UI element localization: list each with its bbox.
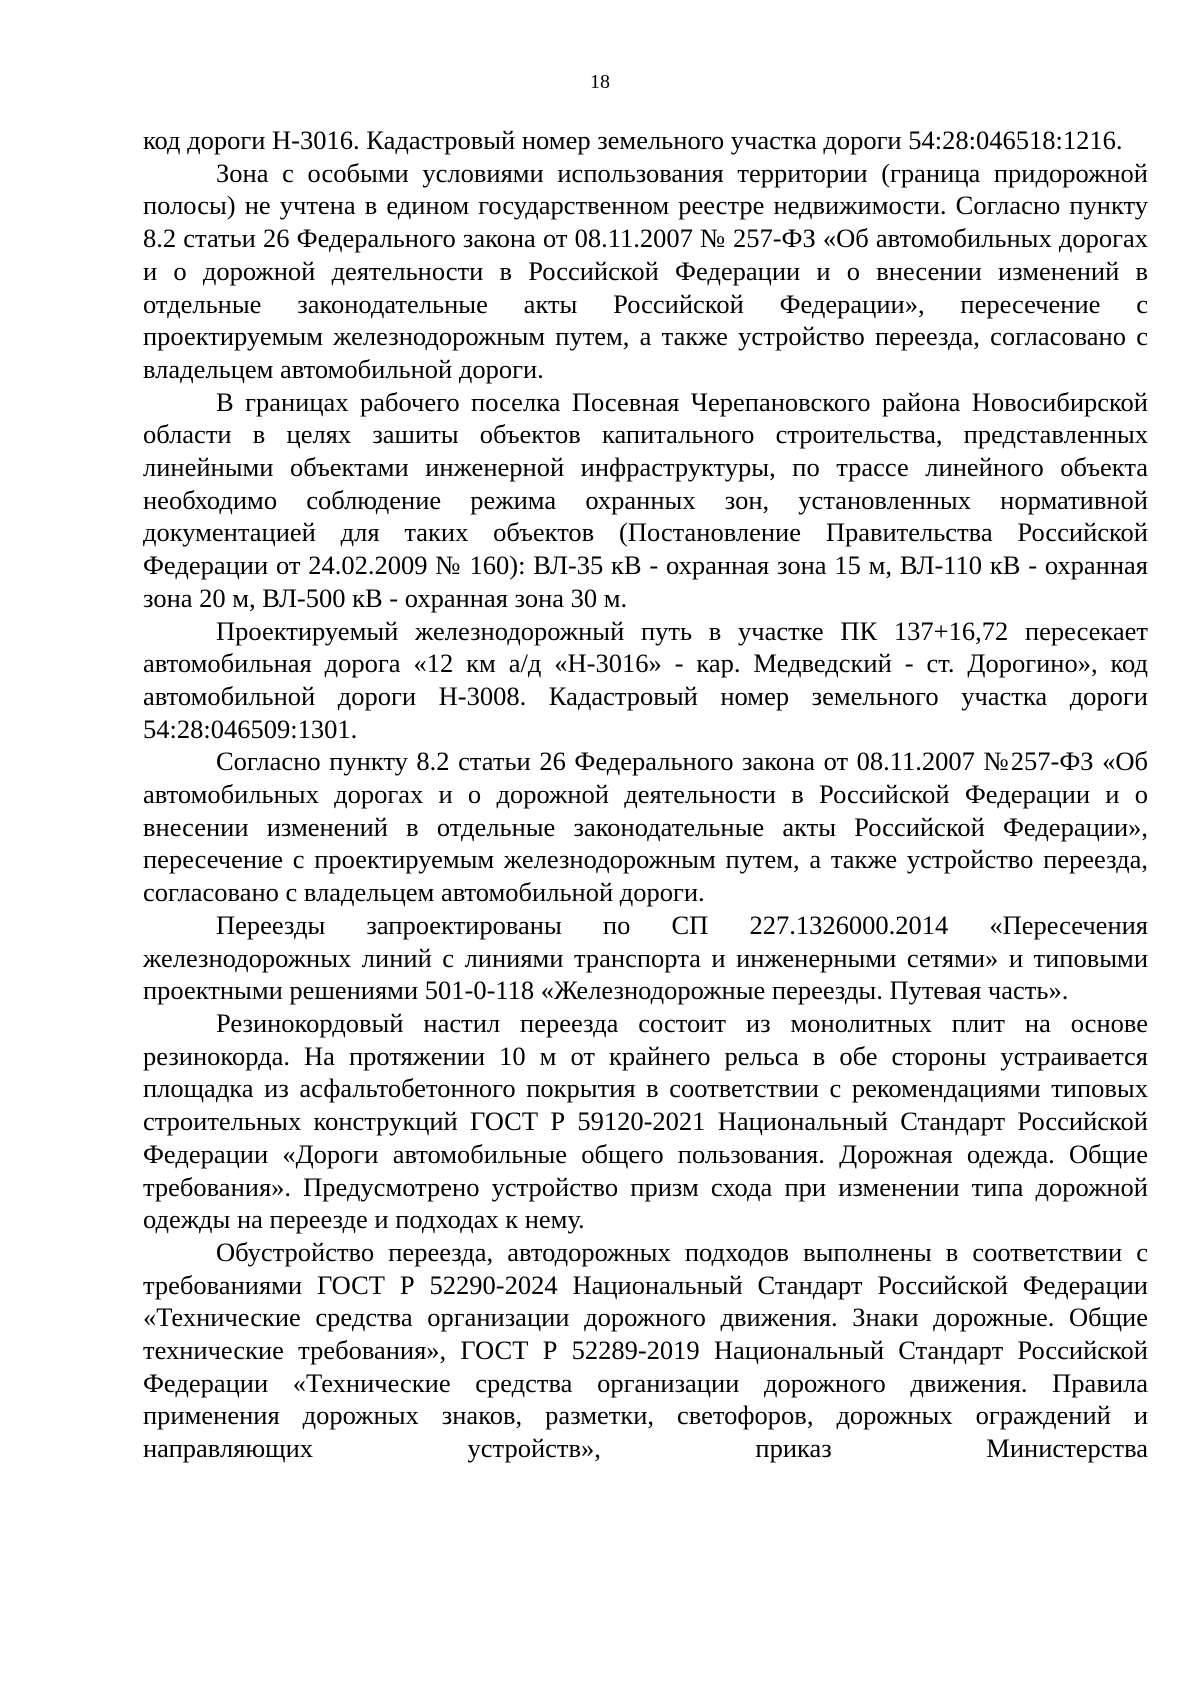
document-body — [143, 124, 1148, 1465]
paragraph-crossing-road: Проектируемый железнодорожный путь в участке ПК 137+16,72 пересекает автомобильная дорога «12 км а/д «Н-3016» - кар. Медведский - ст. Дорогино», код автомобильной дороги Н-3008. Кадастровый номер земельного участка дороги 54:28:046509:1301. — [143, 615, 1148, 744]
paragraph-federal-law: Согласно пункту 8.2 статьи 26 Федерального закона от 08.11.2007 №257-ФЗ «Об автомобильных дорогах и о дорожной деятельности в Российской Федерации и о внесении изменений в отдельные законодательные акты Российской Федерации», пересечение с проектируемым железнодорожным путем, а также устройство переезда, согласовано с владельцем автомобильной дороги. — [143, 746, 1148, 908]
paragraph-protection-zones: В границах рабочего поселка Посевная Черепановского района Новосибирской области в целях зашиты объектов капитального строительства, представленных линейными объектами инженерной инфраструктуры, по трассе линейного объекта необходимо соблюдение режима охранных зон, установленных нормативной документацией для таких объектов (Постановление Правительства Российской Федерации от 24.02.2009 № 160): ВЛ-35 кВ - охранная зона 15 м, ВЛ-110 кВ - охранная зона 20 м, ВЛ-500 кВ - охранная зона 30 м. — [143, 386, 1148, 613]
paragraph-crossing-design: Переезды запроектированы по СП 227.1326000.2014 «Пересечения железнодорожных линий с линиями транспорта и инженерными сетями» и типовыми проектными решениями 501-0-118 «Железнодорожные переезды. Путевая часть». — [143, 909, 1148, 1006]
paragraph-rubber-deck: Резинокордовый настил переезда состоит из монолитных плит на основе резинокорда. На протяжении 10 м от крайнего рельса в обе стороны устраивается площадка из асфальтобетонного покрытия в соответствии с рекомендациями типовых строительных конструкций ГОСТ Р 59120-2021 Национальный Стандарт Российской Федерации «Дороги автомобильные общего пользования. Дорожная одежда. Общие требования». Предусмотрено устройство призм схода при изменении типа дорожной одежды на переезде и подходах к нему. — [143, 1007, 1148, 1235]
page-number: 18 — [590, 71, 610, 93]
paragraph-crossing-equipment: Обустройство переезда, автодорожных подходов выполнены в соответствии с требованиями ГОСТ Р 52290-2024 Национальный Стандарт Российской Федерации «Технические средства организации дорожного движения. Знаки дорожные. Общие технические требования», ГОСТ Р 52289-2019 Национальный Стандарт Российской Федерации «Технические средства организации дорожного движения. Правила применения дорожных знаков, разметки, светофоров, дорожных ограждений и направляющих устройств», приказ Министерства — [143, 1236, 1148, 1464]
paragraph-special-zone: Зона с особыми условиями использования территории (граница придорожной полосы) не учтена в едином государственном реестре недвижимости. Согласно пункту 8.2 статьи 26 Федерального закона от 08.11.2007 № 257-ФЗ «Об автомобильных дорогах и о дорожной деятельности в Российской Федерации и о внесении изменений в отдельные законодательные акты Российской Федерации», пересечение с проектируемым железнодорожным путем, а также устройство переезда, согласовано с владельцем автомобильной дороги. — [143, 157, 1148, 384]
paragraph-road-code: код дороги Н-3016. Кадастровый номер земельного участка дороги 54:28:046518:1216. — [143, 125, 1123, 155]
